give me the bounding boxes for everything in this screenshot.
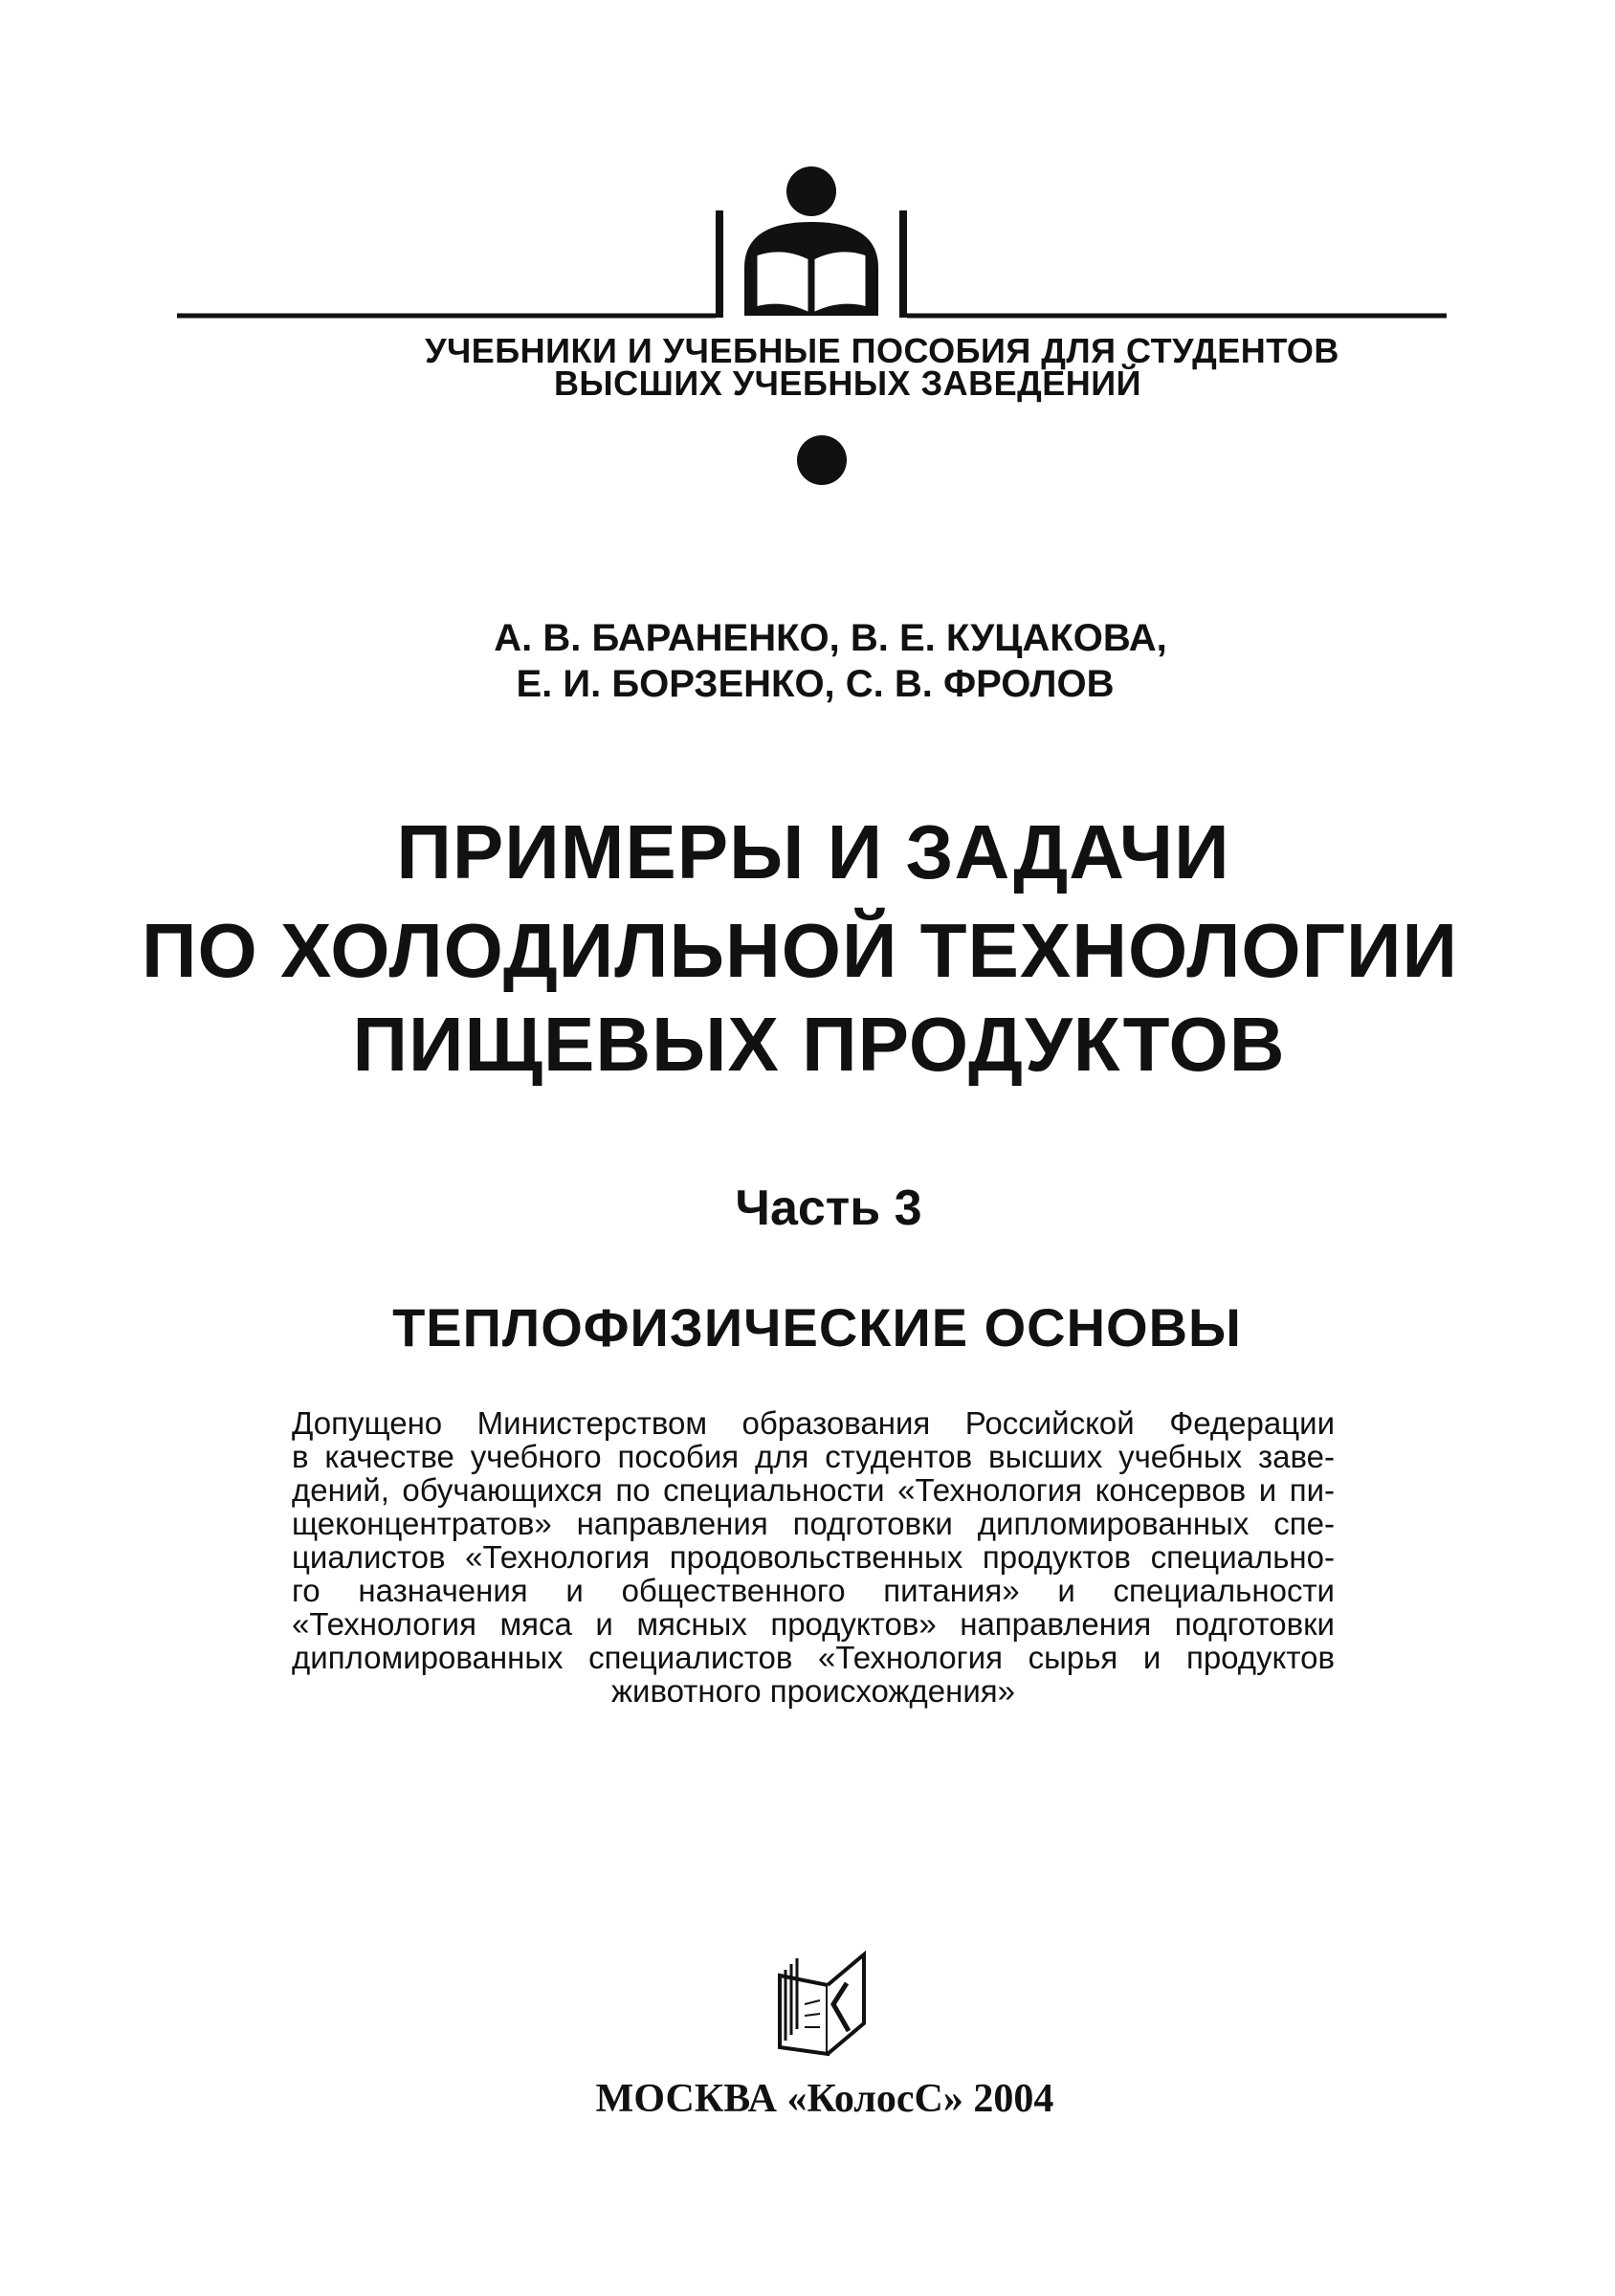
approval-line: го назначения и общественного питания» и специальности	[292, 1573, 1335, 1608]
approval-line: животного происхождения»	[610, 1673, 1015, 1709]
authors-line-1: А. В. БАРАНЕНКО, В. Е. КУЦАКОВА,	[494, 617, 1167, 659]
series-title-line-1: УЧЕБНИКИ И УЧЕБНЫЕ ПОСОБИЯ ДЛЯ СТУДЕНТОВ	[425, 331, 1339, 370]
approval-statement	[292, 1406, 1335, 1708]
book-title-line-2: ПО ХОЛОДИЛЬНОЙ ТЕХНОЛОГИИ	[142, 908, 1458, 993]
kolos-book-logo-icon	[770, 1947, 875, 2057]
approval-line: «Технология мяса и мясных продуктов» направления подготовки	[292, 1606, 1335, 1642]
approval-line: Допущено Министерством образования Российской Федерации	[292, 1405, 1335, 1441]
approval-line: в качестве учебного пособия для студентов высших учебных заве-	[292, 1439, 1335, 1474]
series-title-line-2: ВЫСШИХ УЧЕБНЫХ ЗАВЕДЕНИЙ	[553, 364, 1142, 403]
book-title-line-3: ПИЩЕВЫХ ПРОДУКТОВ	[352, 1002, 1286, 1087]
bullet-dot	[797, 435, 847, 485]
part-subtitle: ТЕПЛОФИЗИЧЕСКИЕ ОСНОВЫ	[392, 1297, 1242, 1358]
approval-line: дипломированных специалистов «Технология сырья и продуктов	[292, 1640, 1335, 1675]
authors-line-2: Е. И. БОРЗЕНКО, С. В. ФРОЛОВ	[516, 663, 1115, 705]
series-emblem	[0, 163, 1615, 325]
book-title-line-1: ПРИМЕРЫ И ЗАДАЧИ	[396, 809, 1230, 894]
reader-with-book-icon	[0, 163, 1615, 325]
approval-line: щеконцентратов» направления подготовки дипломированных спе-	[292, 1506, 1335, 1541]
publisher-imprint: МОСКВА «КолосС» 2004	[595, 2077, 1054, 2121]
part-number: Часть 3	[735, 1181, 922, 1236]
approval-line: дений, обучающихся по специальности «Технология консервов и пи-	[292, 1472, 1335, 1508]
approval-line: циалистов «Технология продовольственных продуктов специально-	[292, 1539, 1335, 1575]
